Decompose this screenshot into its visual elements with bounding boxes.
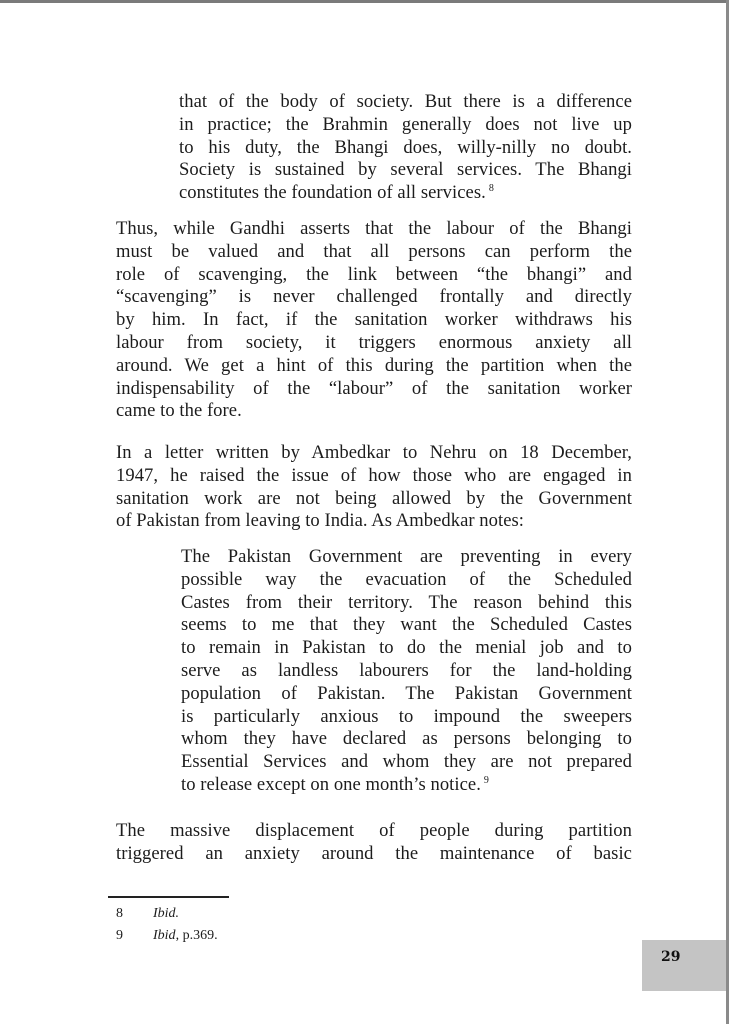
text-line: Castes from their territory. The reason behind this xyxy=(181,591,632,613)
footnote-detail: , p.369. xyxy=(175,928,218,943)
text-line: around. We get a hint of this during the partition when the xyxy=(116,354,632,376)
text-line: to remain in Pakistan to do the menial job and to xyxy=(181,637,632,659)
page-number: 29 xyxy=(661,949,681,965)
footnote-source: Ibid xyxy=(153,928,176,943)
footnote-9 xyxy=(116,927,218,945)
text-line: The Pakistan Government are preventing in every xyxy=(181,546,632,567)
text-line: seems to me that they want the Scheduled Castes xyxy=(181,614,632,636)
paragraph-displacement xyxy=(116,820,632,866)
text-line: that of the body of society. But there is a difference xyxy=(179,91,632,112)
text-line: indispensability of the “labour” of the sanitation worker xyxy=(116,377,632,399)
text-line: “scavenging” is never challenged frontally and directly xyxy=(116,286,632,308)
text-line: by him. In fact, if the sanitation worker withdraws his xyxy=(116,309,632,331)
text-line: role of scavenging, the link between “the bhangi” and xyxy=(116,263,632,285)
text-line: came to the fore. xyxy=(116,400,242,422)
text-line: population of Pakistan. The Pakistan Government xyxy=(181,682,632,704)
footnote-number: 8 xyxy=(116,906,123,921)
text-line: to his duty, the Bhangi does, willy-nilly no doubt. xyxy=(179,136,632,158)
page-number-box xyxy=(642,940,726,991)
text-line: of Pakistan from leaving to India. As Ambedkar notes: xyxy=(116,510,525,532)
footnote-source: Ibid. xyxy=(153,906,180,921)
paragraph-ambedkar-letter xyxy=(116,442,632,533)
block-quote-ambedkar xyxy=(181,546,632,797)
text-line: triggered an anxiety around the maintenance of basic xyxy=(116,842,632,864)
text-line: Essential Services and whom they are not prepared xyxy=(181,751,632,773)
text-line: is particularly anxious to impound the sweepers xyxy=(181,705,632,727)
text-line: in practice; the Brahmin generally does not live up xyxy=(179,113,632,135)
text-line-last xyxy=(181,774,632,797)
footnote-ref-9[interactable]: 9 xyxy=(483,774,489,786)
footnote-divider xyxy=(108,896,229,898)
text-line-content: constitutes the foundation of all services. xyxy=(179,182,486,204)
footnote-ref-8[interactable]: 8 xyxy=(488,183,494,195)
block-quote-gandhi xyxy=(179,91,632,205)
text-line-last xyxy=(179,182,632,205)
text-line: 1947, he raised the issue of how those who are engaged in xyxy=(116,464,632,486)
text-line: The massive displacement of people during partition xyxy=(116,820,632,841)
text-line: serve as landless labourers for the land-holding xyxy=(181,659,632,681)
text-line: possible way the evacuation of the Scheduled xyxy=(181,568,632,590)
text-line: Thus, while Gandhi asserts that the labour of the Bhangi xyxy=(116,218,632,239)
text-line: labour from society, it triggers enormous anxiety all xyxy=(116,331,632,353)
text-line: must be valued and that all persons can perform the xyxy=(116,240,632,262)
paragraph-gandhi-bhangi xyxy=(116,218,632,423)
text-line: Society is sustained by several services. The Bhangi xyxy=(179,159,632,181)
document-page xyxy=(0,3,726,1024)
text-line: In a letter written by Ambedkar to Nehru on 18 December, xyxy=(116,442,632,463)
text-line: whom they have declared as persons belonging to xyxy=(181,728,632,750)
footnote-number: 9 xyxy=(116,928,123,943)
footnote-8 xyxy=(116,905,179,923)
text-line: sanitation work are not being allowed by the Government xyxy=(116,487,632,509)
text-line-content: to release except on one month’s notice. xyxy=(181,773,481,795)
